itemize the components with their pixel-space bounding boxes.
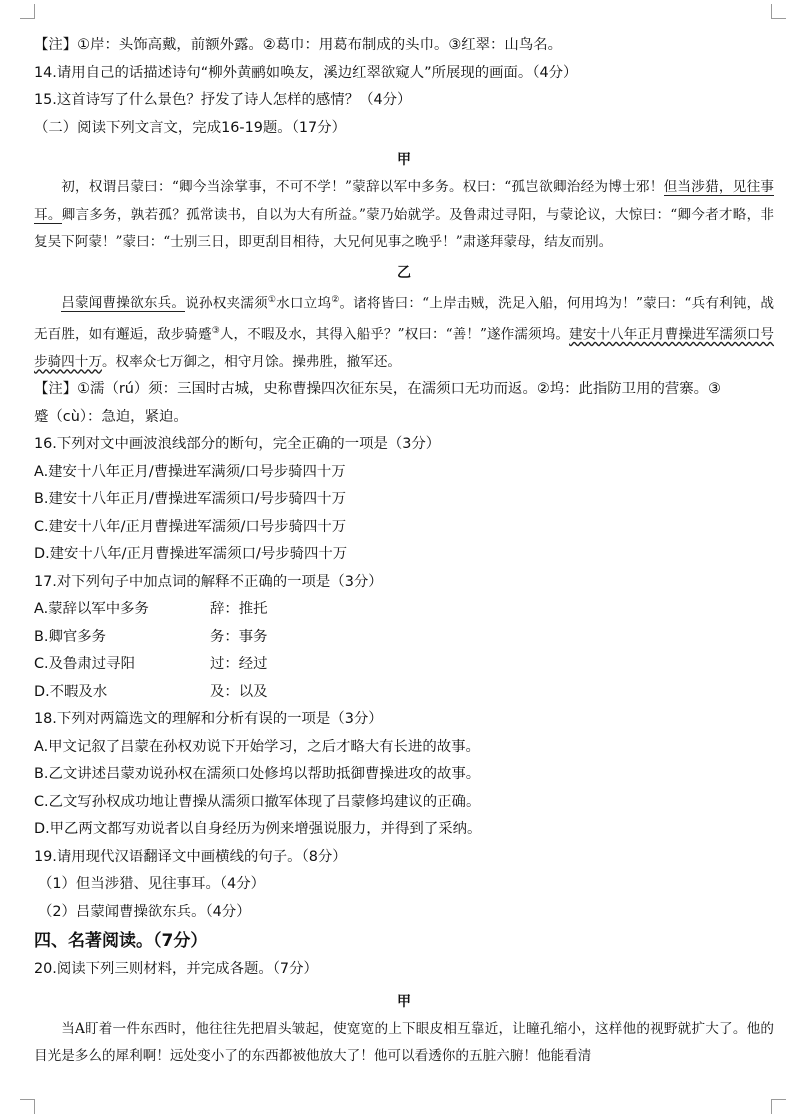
footnote-marker-1: ① — [267, 294, 277, 305]
passage-yi-label: 乙 — [397, 264, 411, 281]
question-16: 16.下列对文中画波浪线部分的断句，完全正确的一项是（3分） — [34, 436, 441, 453]
passage-note-line1: 【注】①濡（rú）须：三国时古城，史称曹操四次征东吴，在濡须口无功而返。②坞：此指防卫用的营寨。③ — [34, 381, 721, 398]
question-18: 18.下列对两篇选文的理解和分析有误的一项是（3分） — [34, 711, 383, 728]
q16-option-b: B.建安十八年正月/曹操进军濡须口/号步骑四十万 — [34, 491, 346, 508]
underlined-sentence-2: 吕蒙闻曹操欲东兵。 — [61, 295, 186, 312]
passage-yi-part5: 。权率众七万御之，相守月馀。操弗胜，撤军还。 — [101, 353, 402, 370]
passage-note-line2: 蹙（cù）：急迫，紧迫。 — [34, 408, 188, 425]
question-19: 19.请用现代汉语翻译文中画横线的句子。（8分） — [34, 848, 347, 865]
section-4-heading: 四、名著阅读。（7分） — [34, 931, 208, 952]
underlined-sentence-1: 但当涉猎，见往事耳。 — [34, 179, 774, 223]
q17-option-b-gloss: 务：事务 — [210, 628, 268, 645]
q17-option-d — [34, 679, 774, 707]
passage-yi-part3: 。诸将皆曰：“上岸击贼，洗足入船，何用坞为！”蒙曰：“兵有利钝，战无百胜，如有邂逅，敌步骑蹙 — [34, 295, 775, 343]
q17-option-a — [34, 596, 774, 624]
question-14: 14.请用自己的话描述诗句“柳外黄鹂如唤友，溪边红翠欲窥人”所展现的画面。（4分） — [34, 64, 578, 81]
passage-yi-part1: 说孙权夹濡须 — [185, 295, 268, 312]
material-jia: 当A盯着一件东西时，他往往先把眉头皱起，使宽宽的上下眼皮相互靠近，让瞳孔缩小，这样他的视野就扩大了。他的目光是多么的犀利啊！远处变小了的东西都被他放大了！他可以看透你的五脏六腑！他能看清 — [34, 1020, 774, 1065]
passage-jia-part1: 初，权谓吕蒙曰：“卿今当涂掌事，不可不学！”蒙辞以军中多务。权曰：“孤岂欲卿治经为博士邪！ — [61, 179, 664, 195]
q17-option-a-gloss: 辞：推托 — [210, 601, 268, 618]
passage-jia — [34, 174, 774, 257]
crop-mark-bottom-left — [20, 1099, 35, 1114]
crop-mark-top-left — [20, 4, 35, 19]
crop-mark-top-right — [771, 4, 786, 19]
q17-option-c — [34, 651, 774, 679]
q19-item-1: （1）但当涉猎、见往事耳。（4分） — [38, 876, 265, 893]
q18-option-d: D.甲乙两文都写劝说者以自身经历为例来增强说服力，并得到了采纳。 — [34, 821, 482, 838]
q18-option-c: C.乙文写孙权成功地让曹操从濡须口撤军体现了吕蒙修坞建议的正确。 — [34, 793, 481, 810]
footnote-marker-2: ② — [331, 294, 340, 305]
question-20: 20.阅读下列三则材料，并完成各题。（7分） — [34, 961, 318, 978]
q18-option-b: B.乙文讲述吕蒙劝说孙权在濡须口处修坞以帮助抵御曹操进攻的故事。 — [34, 766, 481, 783]
q17-option-a-sentence: A.蒙辞以军中多务 — [34, 601, 149, 618]
q16-option-a: A.建安十八年正月/曹操进军满须/口号步骑四十万 — [34, 463, 346, 480]
passage-yi-part2: 水口立坞 — [276, 295, 332, 312]
q17-option-c-gloss: 过：经过 — [210, 656, 268, 673]
passage-jia-part2: 卿言多务，孰若孤？孤常读书，自以为大有所益。”蒙乃始就学。及鲁肃过寻阳，与蒙论议，大惊曰：“卿今者才略，非复吴下阿蒙！”蒙曰：“士别三日，即更刮目相待，大兄何见事之晚乎！”肃遂拜蒙母，结友而别。 — [34, 206, 774, 250]
q17-option-b — [34, 624, 774, 652]
material-jia-label: 甲 — [397, 993, 411, 1010]
passage-yi-part4: 人，不暇及水，其得入船乎？”权曰：“善！”遂作濡须坞。 — [219, 326, 570, 343]
q17-option-b-sentence: B.卿官多务 — [34, 628, 107, 645]
question-15: 15.这首诗写了什么景色？抒发了诗人怎样的感情？（4分） — [34, 92, 412, 108]
section-2-heading: （二）阅读下列文言文，完成16-19题。（17分） — [34, 119, 346, 136]
q19-item-2: （2）吕蒙闻曹操欲东兵。（4分） — [38, 903, 251, 920]
q16-option-d: D.建安十八年/正月曹操进军濡须口/号步骑四十万 — [34, 546, 348, 563]
passage-jia-label: 甲 — [397, 152, 411, 168]
q17-option-d-sentence: D.不暇及水 — [34, 683, 108, 700]
q17-option-c-sentence: C.及鲁肃过寻阳 — [34, 656, 135, 673]
poem-note: 【注】①岸：头饰高戴，前额外露。②葛巾：用葛布制成的头巾。③红翠：山鸟名。 — [34, 37, 562, 53]
document-page — [34, 32, 774, 1071]
footnote-marker-3: ③ — [211, 325, 220, 336]
wavy-underlined-sentence: 建安十八年正月曹操进军濡须口号步骑四十万 — [34, 326, 775, 370]
q16-option-c: C.建安十八年/正月曹操进军濡须/口号步骑四十万 — [34, 518, 347, 535]
q18-option-a: A.甲文记叙了吕蒙在孙权劝说下开始学习，之后才略大有长进的故事。 — [34, 738, 480, 755]
crop-mark-bottom-right — [771, 1099, 786, 1114]
passage-yi — [34, 287, 774, 377]
q17-option-d-gloss: 及：以及 — [210, 683, 268, 700]
question-17: 17.对下列句子中加点词的解释不正确的一项是（3分） — [34, 573, 383, 590]
